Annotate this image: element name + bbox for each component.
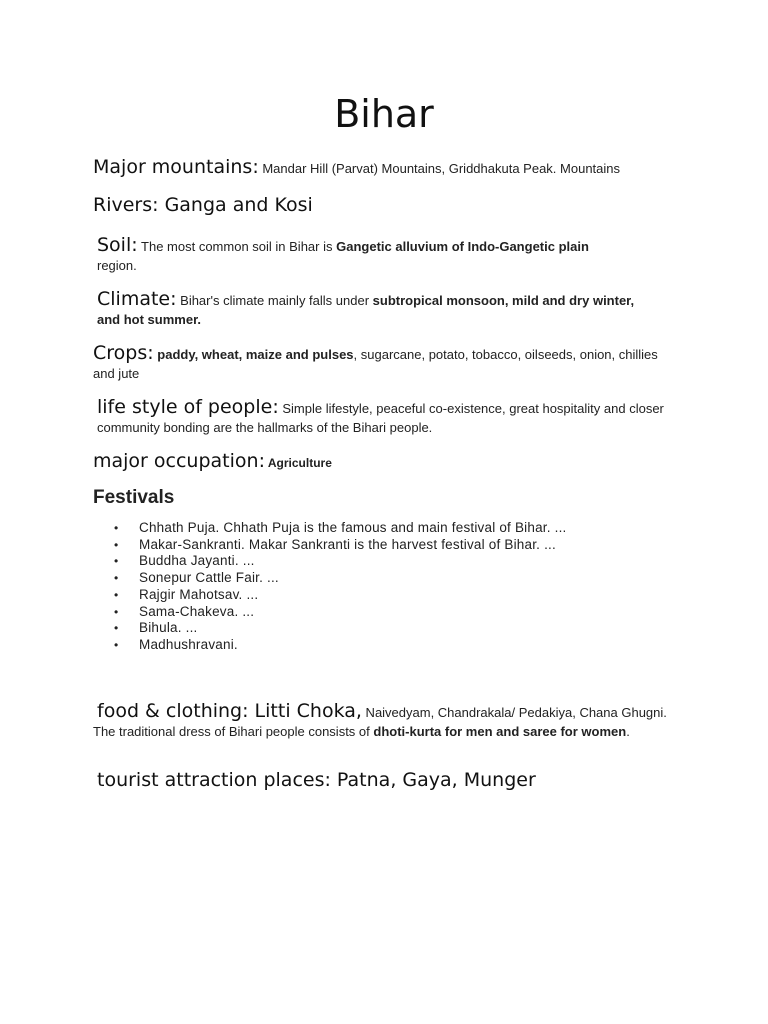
festival-text: Bihula. ... xyxy=(139,620,198,636)
rivers-paragraph xyxy=(93,196,673,216)
festival-text: Rajgir Mahotsav. ... xyxy=(139,586,259,602)
festival-text: Buddha Jayanti. ... xyxy=(139,553,255,569)
list-item xyxy=(114,604,566,621)
rivers-label: Rivers: Ganga and Kosi xyxy=(93,194,313,216)
climate-label: Climate: xyxy=(97,288,177,310)
soil-bold-text: Gangetic alluvium of Indo-Gangetic plain xyxy=(336,239,589,254)
list-item xyxy=(114,620,566,637)
climate-text: Bihar's climate mainly falls under xyxy=(176,293,373,308)
soil-text-1: The most common soil in Bihar is xyxy=(137,239,337,254)
list-item xyxy=(114,587,566,604)
festival-text: Makar-Sankranti. Makar Sankranti is the harvest festival of Bihar. ... xyxy=(139,536,556,552)
soil-label: Soil: xyxy=(97,234,138,256)
lifestyle-text: Simple lifestyle, peaceful co-existence, great hospitality and closer community bonding are the hallmarks of the Bihari people. xyxy=(97,401,664,435)
crops-bold-text: paddy, wheat, maize and pulses xyxy=(153,347,354,362)
occupation-bold-text: Agriculture xyxy=(264,456,332,470)
festival-text: Sonepur Cattle Fair. ... xyxy=(139,570,279,586)
festivals-heading: Festivals xyxy=(93,487,175,508)
crops-text: , sugarcane, potato, tobacco, oilseeds, onion, chillies and jute xyxy=(93,347,658,381)
climate-paragraph xyxy=(97,290,637,329)
list-item xyxy=(114,637,566,654)
festivals-list xyxy=(114,520,566,654)
bullet-icon: • xyxy=(114,521,119,535)
list-item xyxy=(114,570,566,587)
list-item xyxy=(114,537,566,554)
festival-text: Madhushravani. xyxy=(139,636,238,652)
mountains-text: Mandar Hill (Parvat) Mountains, Griddhakuta Peak. Mountains xyxy=(258,161,621,176)
lifestyle-label: life style of people: xyxy=(97,396,279,418)
soil-paragraph xyxy=(97,236,617,275)
food-bold-text: dhoti-kurta for men and saree for women xyxy=(373,724,627,739)
festival-text: Sama-Chakeva. ... xyxy=(139,603,255,619)
page-title: Bihar xyxy=(334,92,434,136)
food-text-1: Naivedyam, Chandrakala/ Pedakiya, Chana Ghugni. The traditional dress of Bihari people consists of xyxy=(93,705,667,739)
lifestyle-paragraph xyxy=(97,398,667,437)
food-paragraph xyxy=(93,702,668,741)
bullet-icon: • xyxy=(114,621,119,636)
festival-text: Chhath Puja. Chhath Puja is the famous and main festival of Bihar. ... xyxy=(139,520,567,535)
food-label: food & clothing: Litti Choka, xyxy=(97,700,362,722)
tourist-label: tourist attraction places: Patna, Gaya, Munger xyxy=(97,769,536,791)
bullet-icon: • xyxy=(114,637,119,652)
bullet-icon: • xyxy=(114,571,119,586)
climate-bold-text: subtropical monsoon, mild and dry winter, and hot summer. xyxy=(97,293,635,327)
bullet-icon: • xyxy=(114,587,119,602)
list-item xyxy=(114,520,566,537)
bullet-icon: • xyxy=(114,554,119,569)
tourist-paragraph xyxy=(97,771,677,791)
mountains-paragraph xyxy=(93,158,673,178)
crops-label: Crops: xyxy=(93,342,154,364)
bullet-icon: • xyxy=(114,604,119,619)
list-item xyxy=(114,553,566,570)
occupation-paragraph xyxy=(93,452,673,473)
crops-paragraph xyxy=(93,344,668,383)
occupation-label: major occupation: xyxy=(93,450,265,472)
bullet-icon: • xyxy=(114,537,119,552)
food-text-2: . xyxy=(626,724,630,739)
soil-text-2: region. xyxy=(97,258,137,273)
mountains-label: Major mountains: xyxy=(93,156,259,178)
